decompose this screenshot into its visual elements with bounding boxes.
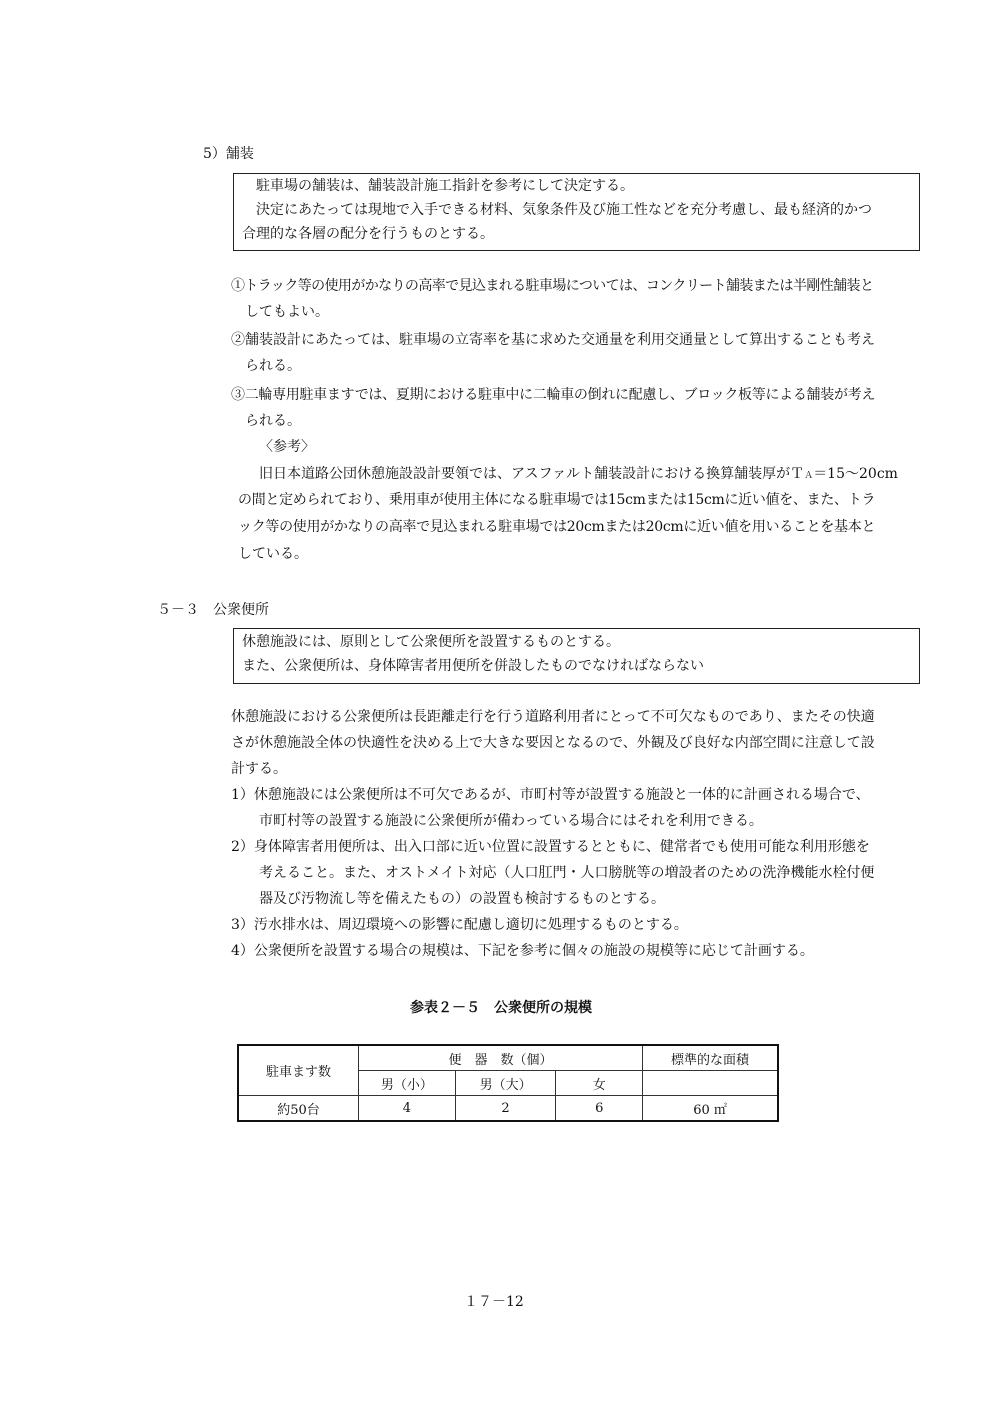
toilet-item-4: 4）公衆便所を設置する場合の規模は、下記を参考に個々の施設の規模等に応じて計画する。 <box>231 943 814 959</box>
toilet-box-line-1: 休憩施設には、原則として公衆便所を設置するものとする。 <box>242 634 620 650</box>
table-row <box>238 1096 778 1122</box>
pavement-note-2a: ②舗装設計にあたっては、駐車場の立寄率を基に求めた交通量を利用交通量として算出することも考え <box>231 332 875 348</box>
toilet-item-2c: 器及び汚物流し等を備えたもの）の設置も検討するものとする。 <box>259 891 665 907</box>
reference-line-1-end: ＝15〜20cm <box>813 466 898 482</box>
reference-subscript: Ａ <box>804 471 814 481</box>
pavement-box-line-3: 合理的な各層の配分を行うものとする。 <box>242 226 494 242</box>
pavement-note-3b: られる。 <box>245 413 301 429</box>
section-heading-pavement: 5）舗装 <box>203 146 254 162</box>
page-number: １７－12 <box>464 1294 524 1310</box>
toilet-paragraph-line-1: 休憩施設における公衆便所は長距離走行を行う道路利用者にとって不可欠なものであり、またその快適 <box>231 709 875 725</box>
public-toilet-requirement-box <box>233 628 920 684</box>
toilet-item-2b: 考えること。また、オストメイト対応（人口肛門・人口膀胱等の増設者のための洗浄機能水栓付便 <box>259 865 875 881</box>
public-toilet-scale-table <box>237 1044 779 1122</box>
cell-area: 60 ㎡ <box>643 1096 778 1122</box>
pavement-note-1b: してもよい。 <box>245 304 329 320</box>
table-caption: 参表２－５ 公衆便所の規模 <box>410 1000 592 1016</box>
header-female: 女 <box>556 1071 643 1096</box>
header-fixture-count: 便 器 数（個） <box>359 1045 643 1071</box>
toilet-box-line-2: また、公衆便所は、身体障害者用便所を併設したものでなければならない <box>242 658 704 674</box>
pavement-note-1a: ①トラック等の使用がかなりの高率で見込まれる駐車場については、コンクリート舗装または半剛性舗装と <box>231 278 874 294</box>
reference-line-4: している。 <box>238 546 308 562</box>
toilet-paragraph-line-3: 計する。 <box>231 761 287 777</box>
reference-line-1-text: 旧日本道路公団休憩施設設計要領では、アスファルト舗装設計における換算舗装厚がＴ <box>259 466 805 482</box>
toilet-item-2a: 2）身体障害者用便所は、出入口部に近い位置に設置するとともに、健常者でも使用可能な利用形態を <box>231 839 870 855</box>
section-heading-public-toilet: ５－３ 公衆便所 <box>157 602 269 618</box>
cell-male-large: 2 <box>455 1096 556 1122</box>
toilet-paragraph-line-2: さが休憩施設全体の快適性を決める上で大きな要因となるので、外観及び良好な内部空間に注意して設 <box>231 735 875 751</box>
cell-female: 6 <box>556 1096 643 1122</box>
pavement-note-2b: られる。 <box>245 358 301 374</box>
header-standard-area: 標準的な面積 <box>643 1045 778 1071</box>
header-parking-spaces: 駐車ます数 <box>238 1045 359 1096</box>
pavement-box-line-2: 決定にあたっては現地で入手できる材料、気象条件及び施工性などを充分考慮し、最も経済的かつ <box>256 202 872 218</box>
reference-line-2: の間と定められており、乗用車が使用主体になる駐車場では15cmまたは15cmに近い値を、また、トラ <box>238 492 876 508</box>
pavement-box-line-1: 駐車場の舗装は、舗装設計施工指針を参考にして決定する。 <box>256 178 634 194</box>
pavement-requirement-box <box>233 173 920 251</box>
header-male-small: 男（小） <box>359 1071 456 1096</box>
toilet-item-1b: 市町村等の設置する施設に公衆便所が備わっている場合にはそれを利用できる。 <box>259 813 763 829</box>
header-area-blank <box>643 1071 778 1096</box>
toilet-item-3: 3）汚水排水は、周辺環境への影響に配慮し適切に処理するものとする。 <box>231 917 688 933</box>
reference-line-3: ック等の使用がかなりの高率で見込まれる駐車場では20cmまたは20cmに近い値を用いることを基本と <box>238 519 876 535</box>
cell-male-small: 4 <box>359 1096 456 1122</box>
toilet-item-1a: 1）休憩施設には公衆便所は不可欠であるが、市町村等が設置する施設と一体的に計画される場合で、 <box>231 787 870 803</box>
table-header-row-1 <box>238 1045 778 1071</box>
cell-parking-spaces: 約50台 <box>238 1096 359 1122</box>
pavement-note-3a: ③二輪専用駐車ますでは、夏期における駐車中に二輪車の倒れに配慮し、ブロック板等による舗装が考え <box>231 387 876 403</box>
header-male-large: 男（大） <box>455 1071 556 1096</box>
reference-label: 〈参考〉 <box>259 439 315 455</box>
reference-line-1 <box>259 464 898 486</box>
